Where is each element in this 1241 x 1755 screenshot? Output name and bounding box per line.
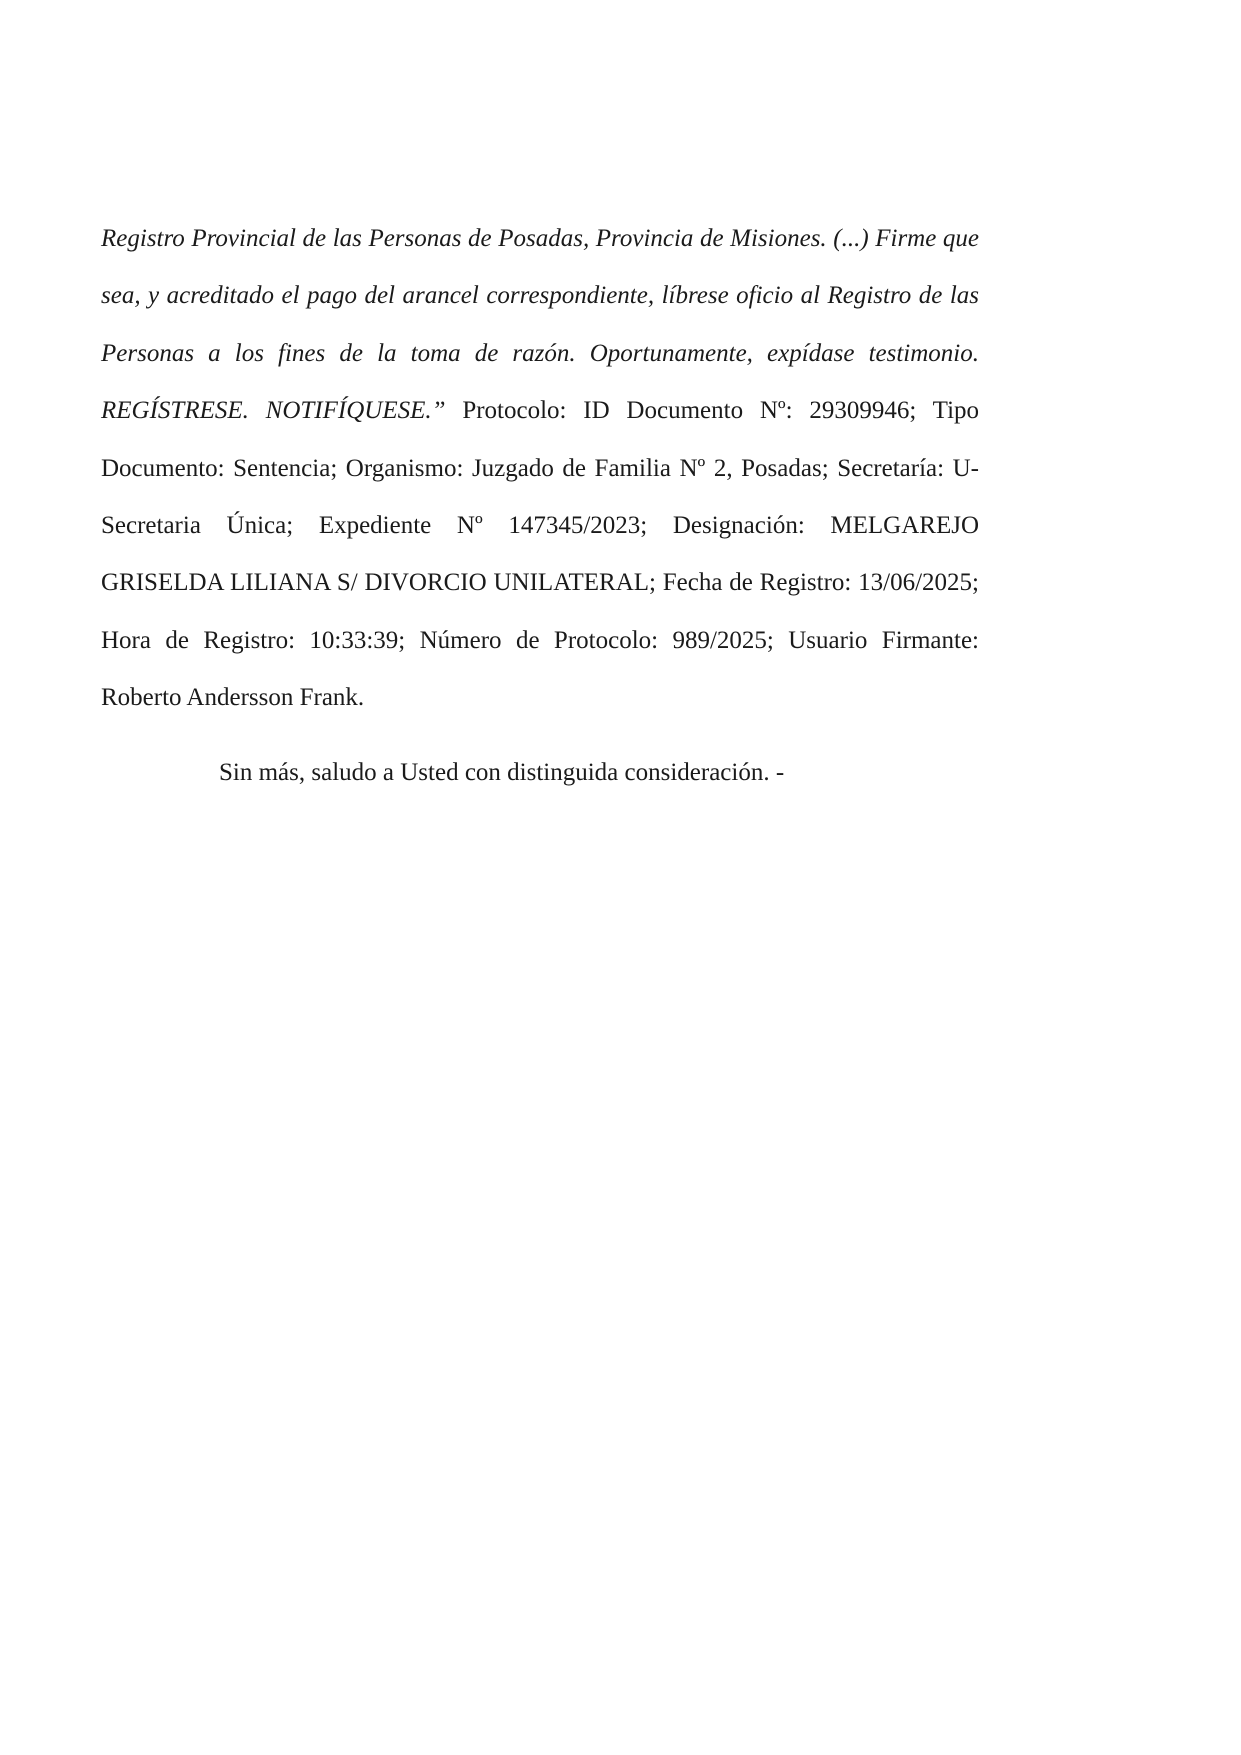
body-paragraph [101,210,979,727]
quoted-resolution-text: Registro Provincial de las Personas de Posadas, Provincia de Misiones. (...) Firme que sea, y acreditado el pago del arancel correspondiente, líbrese oficio al Registro de las Personas a los fines de la toma de razón. Oportunamente, expídase testimonio. REGÍSTRESE. NOTIFÍQUESE.” [101,225,979,425]
protocol-details-text: Protocolo: ID Documento Nº: 29309946; Tipo Documento: Sentencia; Organismo: Juzgado de Familia Nº 2, Posadas; Secretaría: U-Secretaria Única; Expediente Nº 147345/2023; Designación: MELGAREJO GRISELDA LILIANA S/ DIVORCIO UNILATERAL; Fecha de Registro: 13/06/2025; Hora de Registro: 10:33:39; Número de Protocolo: 989/2025; Usuario Firmante: Roberto Andersson Frank. [101,397,980,712]
closing-salutation: Sin más, saludo a Usted con distinguida consideración. - [219,759,785,786]
